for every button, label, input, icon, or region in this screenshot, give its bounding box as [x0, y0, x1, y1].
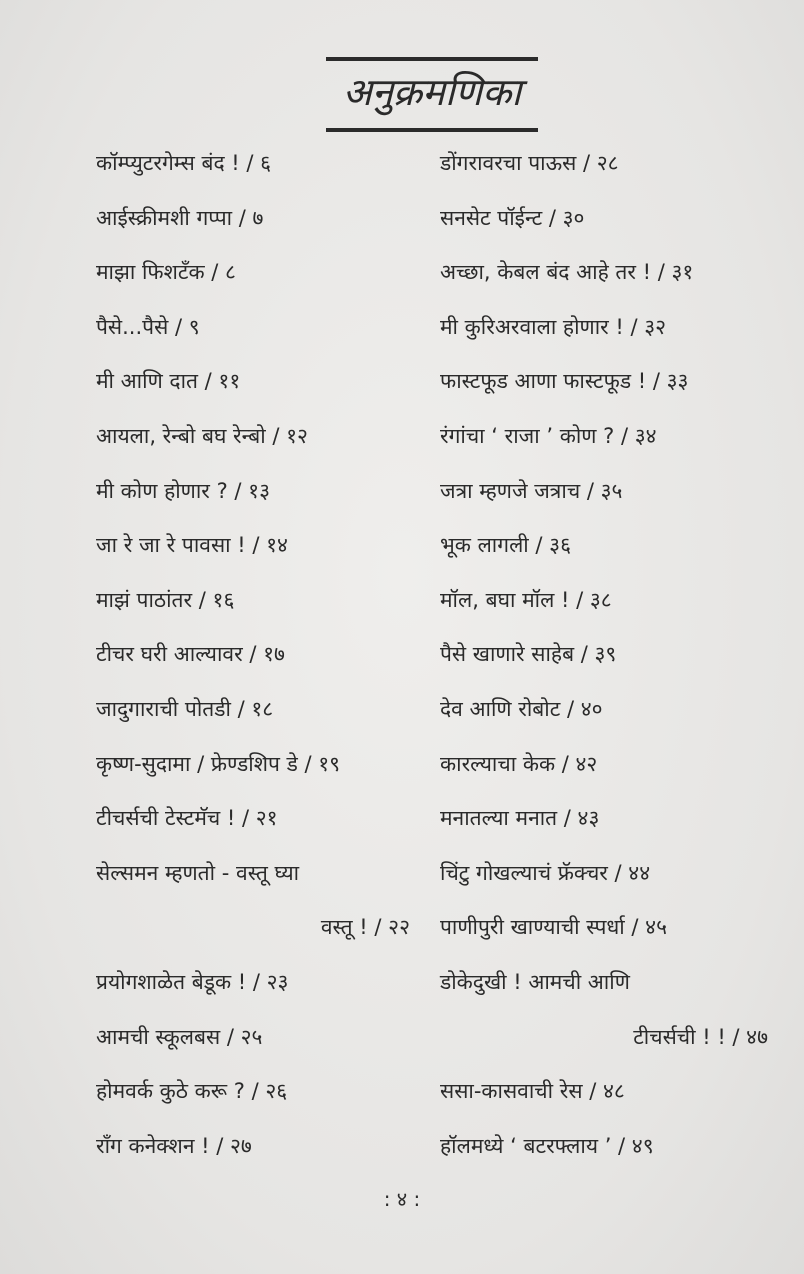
toc-entry: जत्रा म्हणजे जत्राच / ३५ — [440, 478, 623, 503]
toc-entry: हॉलमध्ये ‘ बटरफ्लाय ’ / ४९ — [440, 1133, 654, 1158]
toc-entry: जादुगाराची पोतडी / १८ — [96, 696, 274, 721]
toc-entry: डोकेदुखी ! आमची आणि — [440, 969, 630, 994]
toc-entry: ससा-कासवाची रेस / ४८ — [440, 1079, 625, 1104]
toc-entry: टीचर घरी आल्यावर / १७ — [96, 642, 285, 667]
title-bottom-rule — [326, 128, 538, 132]
toc-entry: होमवर्क कुठे करू ? / २६ — [96, 1079, 288, 1104]
toc-entry: मी आणि दात / ११ — [96, 369, 241, 394]
toc-entry: मी कुरिअरवाला होणार ! / ३२ — [440, 314, 667, 339]
toc-entry: देव आणि रोबोट / ४० — [440, 696, 603, 721]
toc-entry: रॉंग कनेक्शन ! / २७ — [96, 1133, 252, 1158]
toc-entry: सेल्समन म्हणतो - वस्तू घ्या — [96, 860, 300, 885]
toc-entry: पैसे खाणारे साहेब / ३९ — [440, 642, 617, 667]
toc-entry-continuation: वस्तू ! / २२ — [320, 915, 410, 940]
contents-right-column — [440, 136, 768, 1173]
toc-entry: डोंगरावरचा पाऊस / २८ — [440, 151, 619, 175]
toc-entry: चिंटु गोखल्याचं फ्रॅक्चर / ४४ — [440, 860, 651, 885]
page-number: : ४ : — [383, 1187, 421, 1211]
toc-entry: प्रयोगशाळेत बेडूक ! / २३ — [96, 969, 289, 994]
toc-entry: टीचर्सची टेस्टमॅच ! / २१ — [96, 806, 278, 831]
page-title: अनुक्रमणिका — [342, 70, 522, 114]
toc-entry: जा रे जा रे पावसा ! / १४ — [96, 533, 288, 558]
contents-left-column — [96, 136, 410, 1173]
toc-entry: आईस्क्रीमशी गप्पा / ७ — [96, 205, 264, 230]
title-top-rule — [326, 57, 538, 61]
toc-entry: कॉम्प्युटरगेम्स बंद ! / ६ — [96, 151, 272, 175]
toc-entry: माझा फिशटँक / ८ — [96, 260, 236, 285]
toc-entry: माझं पाठांतर / १६ — [96, 587, 235, 612]
toc-entry: पैसे...पैसे / ९ — [96, 314, 200, 339]
toc-entry: आमची स्कूलबस / २५ — [96, 1024, 263, 1049]
toc-entry: मी कोण होणार ? / १३ — [96, 478, 270, 503]
toc-entry: कृष्ण-सुदामा / फ्रेण्डशिप डे / १९ — [96, 751, 341, 776]
toc-entry: कारल्याचा केक / ४२ — [440, 751, 598, 776]
toc-entry-continuation: टीचर्सची ! ! / ४७ — [633, 1024, 768, 1049]
toc-entry: आयला, रेन्बो बघ रेन्बो / १२ — [96, 423, 308, 448]
toc-entry: भूक लागली / ३६ — [440, 533, 572, 558]
toc-entry: सनसेट पॉईन्ट / ३० — [440, 205, 585, 230]
toc-entry: रंगांचा ‘ राजा ’ कोण ? / ३४ — [440, 423, 657, 448]
toc-entry: अच्छा, केबल बंद आहे तर ! / ३१ — [440, 260, 694, 285]
toc-entry: पाणीपुरी खाण्याची स्पर्धा / ४५ — [440, 915, 667, 940]
toc-entry: मनातल्या मनात / ४३ — [440, 806, 600, 831]
toc-entry: फास्टफूड आणा फास्टफूड ! / ३३ — [440, 369, 689, 394]
toc-entry: मॉल, बघा मॉल ! / ३८ — [440, 587, 612, 612]
